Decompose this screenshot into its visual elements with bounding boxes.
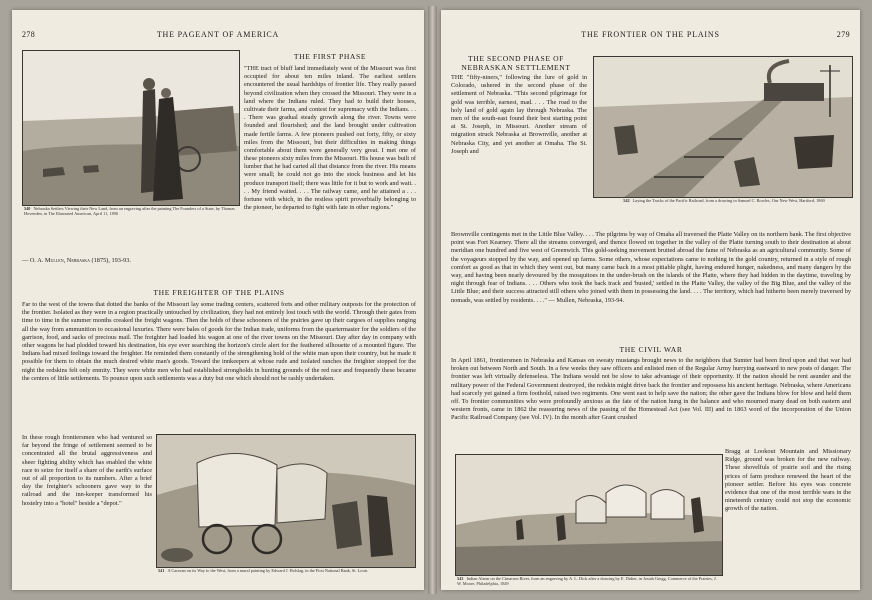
figure-543-number: 543 <box>457 576 464 581</box>
figure-541-caption-text: A Caravan on its Way to the West, from a mural painting by Edward J. Holslag, in the First National Bank, St. Louis <box>167 568 368 573</box>
civil-war-text-narrow: Bragg at Lookout Mountain and Missionary Ridge, ground was broken for the new railway. These shovelfuls of prairie soil and the rising prices of farm produce renewed the heart of the pioneer settler. Before his eyes was concrete evidence that one of the most terrible wars in the nineteenth century could not stop the economic growth of the nation. <box>725 448 851 513</box>
right-page-number: 279 <box>836 30 850 39</box>
first-phase-signature: — O. A. Mullen, Nebraska (1875), 193-93. <box>22 257 131 264</box>
figure-542-caption <box>599 198 849 203</box>
first-phase-text-column <box>244 65 416 237</box>
right-running-head: THE FRONTIER ON THE PLAINS <box>581 30 720 39</box>
figure-541-number: 541 <box>158 568 165 573</box>
figure-542-caption-text: Laying the Tracks of the Pacific Railroad, from a drawing in Samuel C. Bowles, Our New West, Hartford, 1869 <box>632 198 825 203</box>
left-page <box>12 10 424 590</box>
first-phase-signature-block <box>22 257 416 281</box>
second-phase-title-line2: NEBRASKAN SETTLEMENT <box>461 63 571 72</box>
first-phase-text: "THE tract of bluff land immediately west of the Missouri was first occupied for about ten miles inland. The earliest settlers encountered the usual hardships of frontier life. They really passed beyond civilization when they crossed the Missouri. They were in a land where the Indians ruled. They had to build their houses, cultivate their farms, and contest for supremacy with the Indians. . . . There was gradual steady growth along the river. Towns were founded and flourished; and the land brought under cultivation made fertile farms. A few pioneers pushed out forty, fifty, or sixty miles from the Missouri, but their difficulties in making things comfortable about them were generally very great. I met one of these pioneers sixty miles from the Missouri. His house was built of lumber that he had carted all that distance from the river. His means were small; he could not go into the stock business and let his produce transport itself; there was little for it but to work and wait. . . . My friend waited. . . . The railway came, and he attained a . . . fortune with which, in the restless spirit proverbially belonging to the pioneer, he departed to fight with fate in other regions." <box>244 65 416 212</box>
freighter-text-full: Far to the west of the towns that dotted the banks of the Missouri lay some trading centers, scattered forts and other military outposts for the protection of the frontier. Isolated as they were in a region practically untouched by civilization, they had not entirely lost touch with the world. Through their gates from time to time in the summer months creaked the freight wagons. Then the holds of these schooners of the prairies gave up their cargoes of supplies ranging all the way from ammunition to occasional luxuries. There were bales of goods for the Indian trade, uniforms from the quartermaster for the soldiers of the garrison, food, and sacks of precious mail. The freighter had loaded his wagon at one of the river towns on the Missouri. Day after day in company with other wagons he had plodded toward his destination, his eye ever searching the horizon's circle alert for the feathered silhouette of a mounted figure. The Indians had mixed feelings toward the freighter. He reminded them constantly of the strengthening hold of the white man upon their country, but he made it possible for them to obtain the much desired white man's goods. Toward the innkeepers at whose rude and isolated ranches the freighter stopped for the night the redskins felt only enmity. They were white men who had established strongholds in hunting grounds of the red race and frequently these became the centers of little settlements. To pounce upon such settlements was a duty but one which should not be rashly undertaken. <box>22 301 416 382</box>
freighter-title: THE FREIGHTER OF THE PLAINS <box>153 288 285 297</box>
figure-543-caption <box>457 576 721 586</box>
figure-540-caption-text: Nebraska Settlers Viewing their New Land, from an engraving after the painting The Founders of a State, by Thomas Hovenden, in The Illustrated American, April 11, 1890 <box>24 206 235 217</box>
civil-war-text-full: In April 1861, frontiersmen in Nebraska and Kansas on sweaty mustangs brought news to the neighbors that Sumter had been fired upon and that war had broken out between North and South. In a few weeks they saw officers and enlisted men of the Regular Army hurrying eastward to new posts of danger. The frontier was left virtually defenseless. The Indians would not be slow to take advantage of their opportunity. If the nation should be rent asunder and the military power of the Federal Government destroyed, the redskin might drive back the frontier and repossess his ancient heritage. Nebraska, where Americans had scarcely yet gained a firm foothold, raised two regiments. One went east to help save the nation; the other gave the Indians blow for blow and held them off. To frontier communities who were profoundly anxious as the fate of the nation hung in the balance and who mourned many dead on both eastern and western fronts, came in 1862 the reassuring news of the passing of the Homestead Act (see Vol. III) and in 1863 word of the incorporation of the Union Pacific Railroad Company (see Vol. IV). In the month after Grant crushed <box>451 357 851 422</box>
book-gutter <box>428 6 437 594</box>
figure-541-caption <box>158 568 414 573</box>
figure-542-number: 542 <box>623 198 630 203</box>
figure-543-caption-text: Indian Alarm on the Cimarron River, from an engraving by A. L. Dick after a drawing by E. Didier, in Josiah Gregg, Commerce of the Prairies, J. W. Moore, Philadelphia, 1849 <box>457 576 717 587</box>
second-phase-text-full: Brownville contingents met in the Little Blue Valley. . . . The pilgrims by way of Omaha all traversed the Platte Valley on its northern bank. The first objective point was Fort Kearney. There all the streams converged, and thence flowed on together in the valley of the Platte turning south to their destination at about meridian one hundred and five west of Greenwich. This gold-seeking movement bruited abroad the fame of Nebraska as an agricultural community. Some of the voyageurs stopped by the way, and opened up farms. Some others, whose expectations came to nothing in the gold country, returned in a style of rough comfort as good as that in which they went out, but many came back in a most pitiable plight, having endured hunger, nakedness, and many dangers by the way, and having been nearly devoured by the mosquitoes in the under-brush on the islands of the Platte, where they had hidden in the daytime, traveling by night through fear of Indians. . . . Others who took the back track and 'busted,' settled in the Platte Valley, the valley of the Big Blue, and the valley of the Little Blue; and their success attracted still others who joined with them in possessing the land. . . . The territory, which had hitherto been merely traversed by nomads, was settled by residents. . . ." — Mullen, Nebraska, 193-94. <box>451 231 851 304</box>
figure-543-engraving <box>455 454 723 576</box>
freighter-text-narrow: In these rough frontiersmen who had ventured so far beyond the fringe of settlement seemed to be concentrated all the brutal aggressiveness and sheer fighting ability which has enabled the white race to seize for itself a share of the earth's surface out of all proportion to its numbers. After a brief day the freighter's schooners gave way to the railroad and the inn-keeper transformed his hostelry into a "hotel" beside a "depot." <box>22 434 152 507</box>
figure-540-caption <box>24 206 238 216</box>
left-running-head: THE PAGEANT OF AMERICA <box>156 30 280 39</box>
figure-540-engraving <box>22 50 240 206</box>
figure-542-railroad <box>593 56 853 198</box>
civil-war-title: THE CIVIL WAR <box>619 345 683 354</box>
right-page <box>441 10 860 590</box>
first-phase-title: THE FIRST PHASE <box>293 52 367 61</box>
left-page-number: 278 <box>22 30 36 39</box>
second-phase-text-column: THE "fifty-niners," following the lure of gold in Colorado, ushered in the second phase of the settlement of Nebraska. "This second pilgrimage for gold was terrible, earnest, mad. . . . The road to the holy land of gold again lay through Nebraska. The men of the south-east found their best starting point at St. Joseph, in Missouri. Another stream of migration struck Nebraska at Brownville, another at Nebraska City, and yet another at Omaha. The St. Joseph and <box>451 74 587 155</box>
figure-541-mural <box>156 434 416 568</box>
second-phase-title-line1: THE SECOND PHASE OF <box>468 54 564 63</box>
figure-540-number: 540 <box>24 206 31 211</box>
